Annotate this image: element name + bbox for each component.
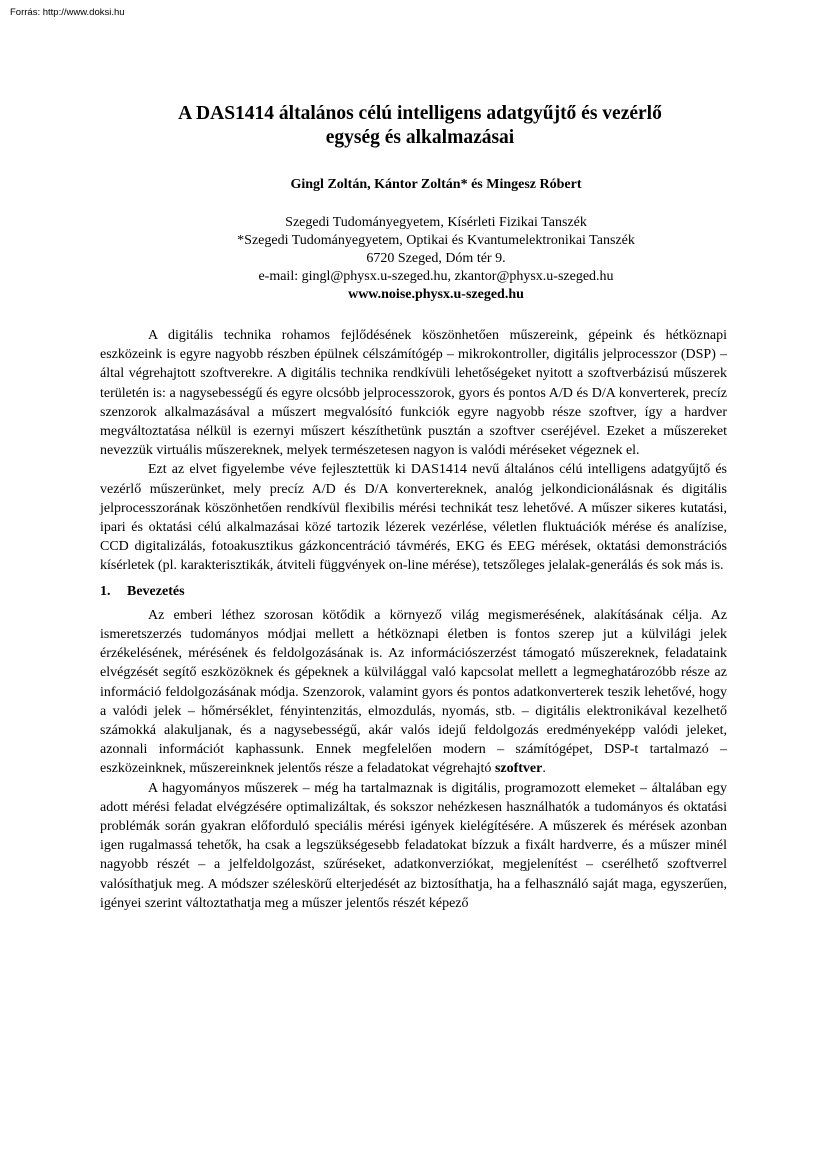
address-line: 6720 Szeged, Dóm tér 9.: [366, 251, 506, 266]
section-number: 1.: [100, 583, 111, 599]
body-paragraph: A hagyományos műszerek – még ha tartalmaznak is digitális, programozott elemeket – általában egy adott mérési feladat elvégzésére optimalizáltak, és sokszor nehézkesen használhatók a tudományos és oktatási problémák során gyakran előforduló speciális mérési igények kielégítésére. A műszerek és mérések azonban igen rugalmassá tehetők, ha csak a legszükségesebb feladatokat bízzuk a fixált hardverre, és a műszer minél nagyobb részét – a jelfeldolgozást, szűréseket, adatkonverziókat, megjelenítést – cserélhető szoftverrel valósíthatjuk meg. A módszer széleskörű elterjedését az biztosíthatja, ha a felhasználó saját maga, egyszerűen, igényei szerint változtathatja meg a műszer jelentős részét képező: [100, 780, 727, 911]
abstract-paragraph: A digitális technika rohamos fejlődésének köszönhetően műszereink, gépeink és hétköznapi eszközeink is egyre nagyobb részben épülnek célszámítógép – mikrokontroller, digitális jelprocesszor (DSP) – által végrehajtott szoftverekre. A digitális technika rendkívüli lehetőségeket nyitott a szoftverbázisú műszerek területén is: a nagysebességű és egyre olcsóbb jelprocesszorok, gyors és pontos A/D és D/A konverterek, precíz szenzorok alkalmazásával a műszert megvalósító funkciók egyre nagyobb része szoftver, így a hardver megváltoztatása nélkül is ezernyi műszert készíthetünk pusztán a szoftver cseréjével. Ezeket a műszereket nevezzük virtuális műszereknek, melyek természetesen nagyon is valódi méréseket végeznek el.: [100, 328, 727, 459]
email-line: e-mail: gingl@physx.u-szeged.hu, zkantor@physx.u-szeged.hu: [258, 269, 614, 284]
website-link[interactable]: www.noise.physx.u-szeged.hu: [348, 287, 524, 302]
authors: Gingl Zoltán, Kántor Zoltán* és Mingesz Róbert: [290, 177, 582, 192]
emphasis-text: szoftver: [494, 761, 543, 777]
affiliation-line: *Szegedi Tudományegyetem, Optikai és Kvantumelektronikai Tanszék: [237, 233, 635, 248]
paragraph-text: Az emberi léthez szorosan kötődik a környező világ megismerésének, alakításának célja. Az ismeretszerzés tudományos módjai mellett a hétköznapi életben is fontos szerep jut a külvilági jelek érzékelésének, mérésének és feldolgozásának is. Az információszerzést támogató műszereknek, feladataink elvégzését segítő eszközöknek és gépeknek a külvilággal való kapcsolat mellett a legmeghatározóbb része az információ feldolgozásának módja. Szenzorok, valamint gyors és pontos adatkonverterek teszik lehetővé, hogy a valódi jelek – hőmérséklet, fényintenzitás, elmozdulás, nyomás, stb. – digitális elektronikával kezelhető számokká alakuljanak, és a nagysebességű, akár valós idejű feldolgozás eredményeképp valódi jeleket, azonnali információt kaphassunk. Ennek megfelelően modern – számítógépet, DSP-t tartalmazó – eszközeinknek, műszereinknek jelentős része a feladatokat végrehajtó: [100, 607, 727, 777]
source-label: Forrás: http://www.doksi.hu: [10, 7, 125, 18]
abstract-paragraph: Ezt az elvet figyelembe véve fejlesztettük ki DAS1414 nevű általános célú intelligens adatgyűjtő és vezérlő műszerünket, mely precíz A/D és D/A konvertereknek, analóg jelkondicionálásnak és digitális jelprocesszorának köszönhetően rendkívül flexibilis mérési technikát tesz lehetővé. A műszer sikeres kutatási, ipari és oktatási célú alkalmazásai közé tartozik lézerek vezérlése, véletlen fluktuációk mérése és analízise, CCD digitalizálás, fotoakusztikus gázkoncentráció távmérés, EKG és EEG mérések, oktatási demonstrációs kísérletek (pl. karakterisztikák, átviteli függvények on-line mérése), tetszőleges jelalak-generálás és sok más is.: [100, 462, 727, 574]
title-line-1: A DAS1414 általános célú intelligens adatgyűjtő és vezérlő: [178, 103, 662, 124]
body-paragraph: [100, 606, 727, 779]
affiliation-line: Szegedi Tudományegyetem, Kísérleti Fizikai Tanszék: [285, 215, 587, 230]
paper-body: [100, 326, 727, 913]
paragraph-end: .: [542, 761, 546, 777]
section-title: Bevezetés: [127, 583, 185, 599]
affiliation-block: [100, 214, 772, 304]
paper-title: [100, 102, 740, 150]
section-heading: [100, 582, 727, 601]
title-line-2: egység és alkalmazásai: [325, 127, 515, 148]
